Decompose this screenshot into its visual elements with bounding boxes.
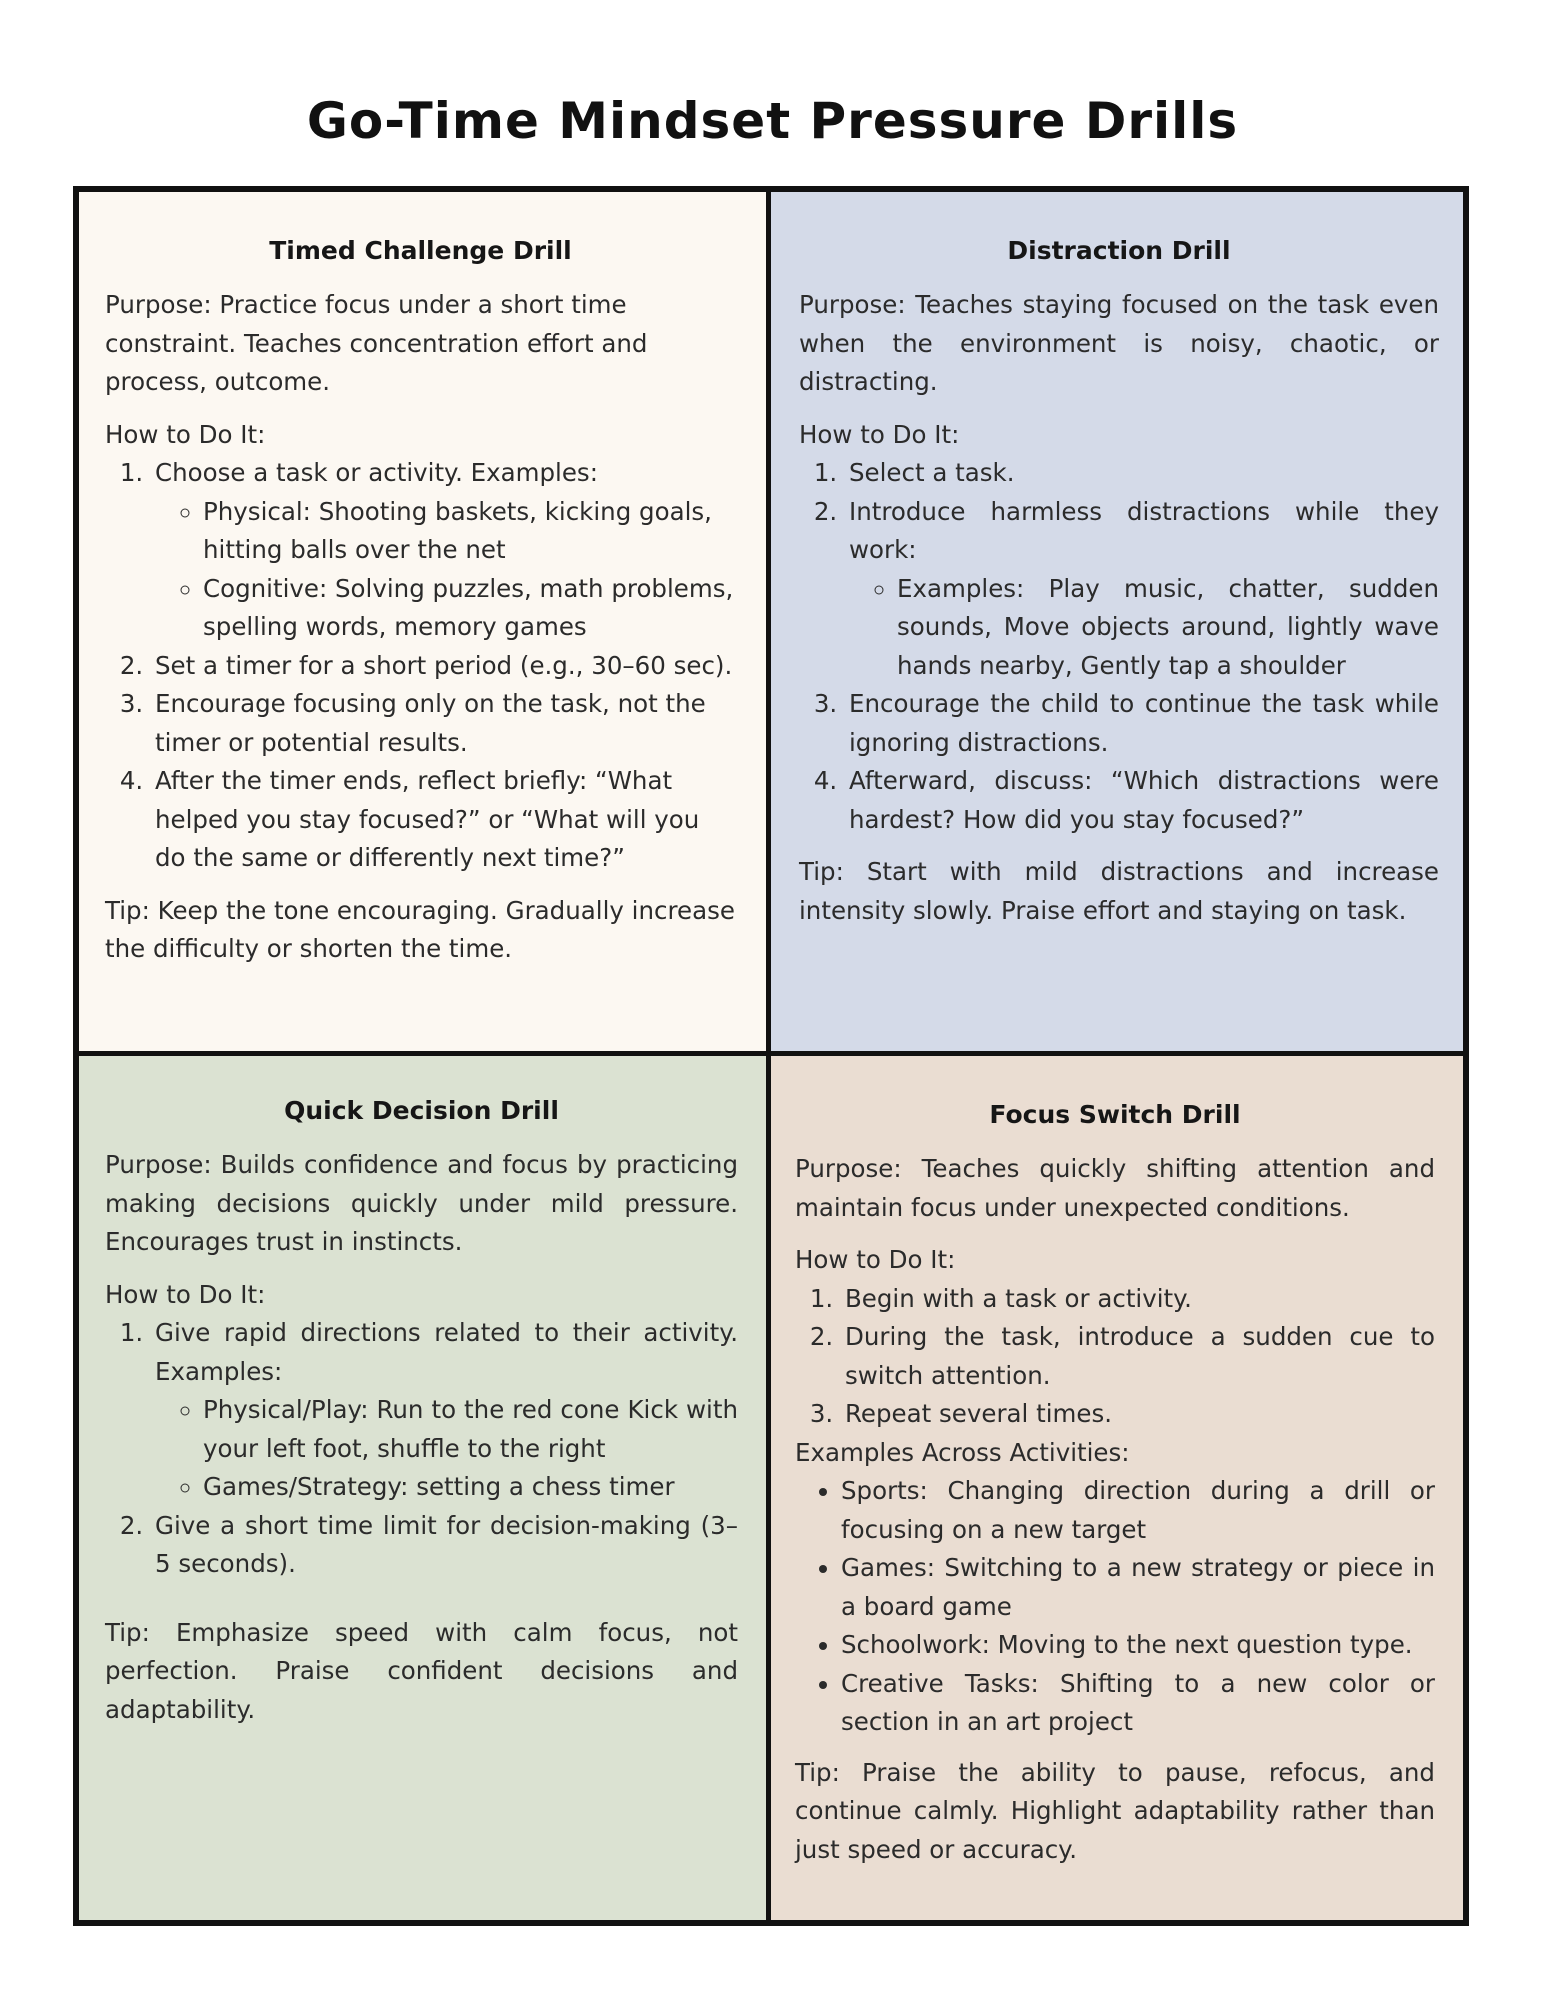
step-item: 1. Select a task. (845, 454, 1439, 493)
step-item: 2. Give a short time limit for decision-making (3–5 seconds). (151, 1507, 738, 1584)
purpose-text: Purpose: Teaches quickly shifting attention and maintain focus under unexpected conditions. (795, 1154, 1435, 1222)
page-title: Go-Time Mindset Pressure Drills (306, 92, 1239, 150)
steps-list (799, 454, 1439, 839)
tip-text: Tip: Praise the ability to pause, refocus, and continue calmly. Highlight adaptability rather than just speed or accuracy. (795, 1757, 1435, 1864)
how-to-header: How to Do It: (105, 419, 266, 449)
card-title: Distraction Drill (1007, 236, 1231, 265)
purpose-text: Purpose: Teaches staying focused on the task even when the environment is noisy, chaotic, or distracting. (799, 290, 1439, 396)
step-item: 4. After the timer ends, reflect briefly: “What helped you stay focused?” or “What will you do the same or differently next time?” (151, 762, 736, 878)
sub-example-item: ◦ Examples: Play music, chatter, sudden sounds, Move objects around, lightly wave hands nearby, Gently tap a shoulder (897, 570, 1439, 686)
steps-list (105, 1314, 738, 1584)
steps-list (105, 454, 736, 878)
example-item: • Schoolwork: Moving to the next question type. (841, 1626, 1435, 1665)
sub-example-item: ◦ Physical: Shooting baskets, kicking goals, hitting balls over the net (203, 493, 736, 570)
step-item: 1. Choose a task or activity. Examples: ◦ Physical: Shooting baskets, kicking goals, hitting balls over the net ◦ Cognitive: Solving puzzles, math problems, spelling words, memory games (151, 454, 736, 647)
examples-header: Examples Across Activities: (795, 1437, 1130, 1467)
examples-list (795, 1472, 1435, 1742)
step-item: 3. Repeat several times. (841, 1395, 1435, 1434)
how-to-header: How to Do It: (799, 419, 960, 449)
example-item: • Creative Tasks: Shifting to a new color or section in an art project (841, 1665, 1435, 1742)
step-item: 1. Give rapid directions related to their activity. Examples: ◦ Physical/Play: Run to the red cone Kick with your left foot, shuffle to the right ◦ Games/Strategy: setting a chess timer (151, 1314, 738, 1507)
sub-example-item: ◦ Physical/Play: Run to the red cone Kick with your left foot, shuffle to the right (203, 1391, 738, 1468)
tip-text: Tip: Start with mild distractions and increase intensity slowly. Praise effort and staying on task. (799, 857, 1439, 925)
example-item: • Sports: Changing direction during a drill or focusing on a new target (841, 1472, 1435, 1549)
sub-example-item: ◦ Games/Strategy: setting a chess timer (203, 1468, 738, 1507)
example-item: • Games: Switching to a new strategy or piece in a board game (841, 1549, 1435, 1626)
tip-text: Tip: Keep the tone encouraging. Gradually increase the difficulty or shorten the time. (105, 895, 735, 963)
step-item: 2. During the task, introduce a sudden cue to switch attention. (841, 1318, 1435, 1395)
step-item: 2. Introduce harmless distractions while they work: ◦ Examples: Play music, chatter, sudden sounds, Move objects around, lightly wave hands nearby, Gently tap a shoulder (845, 493, 1439, 686)
steps-list (795, 1280, 1435, 1434)
card-title: Timed Challenge Drill (269, 236, 572, 265)
card-title: Quick Decision Drill (284, 1096, 559, 1125)
step-item: 2. Set a timer for a short period (e.g., 30–60 sec). (151, 647, 736, 686)
sub-examples-list (155, 1391, 738, 1507)
card-title: Focus Switch Drill (989, 1100, 1241, 1129)
how-to-header: How to Do It: (795, 1245, 956, 1274)
purpose-text: Purpose: Builds confidence and focus by practicing making decisions quickly under mild pressure. Encourages trust in instincts. (105, 1150, 738, 1256)
step-item: 1. Begin with a task or activity. (841, 1280, 1435, 1319)
card-timed-challenge (79, 192, 771, 1056)
sub-examples-list (849, 570, 1439, 686)
sub-example-item: ◦ Cognitive: Solving puzzles, math problems, spelling words, memory games (203, 570, 736, 647)
step-item: 4. Afterward, discuss: “Which distractions were hardest? How did you stay focused?” (845, 762, 1439, 839)
card-focus-switch (771, 1056, 1463, 1920)
sub-examples-list (155, 493, 736, 647)
card-quick-decision (79, 1056, 771, 1920)
how-to-header: How to Do It: (105, 1279, 266, 1309)
step-item: 3. Encourage focusing only on the task, not the timer or potential results. (151, 685, 736, 762)
card-distraction (771, 192, 1463, 1056)
purpose-text: Purpose: Practice focus under a short time constraint. Teaches concentration effort and process, outcome. (105, 290, 648, 396)
drill-grid (73, 186, 1469, 1926)
tip-text: Tip: Emphasize speed with calm focus, not perfection. Praise confident decisions and adaptability. (105, 1617, 738, 1724)
step-item: 3. Encourage the child to continue the task while ignoring distractions. (845, 685, 1439, 762)
